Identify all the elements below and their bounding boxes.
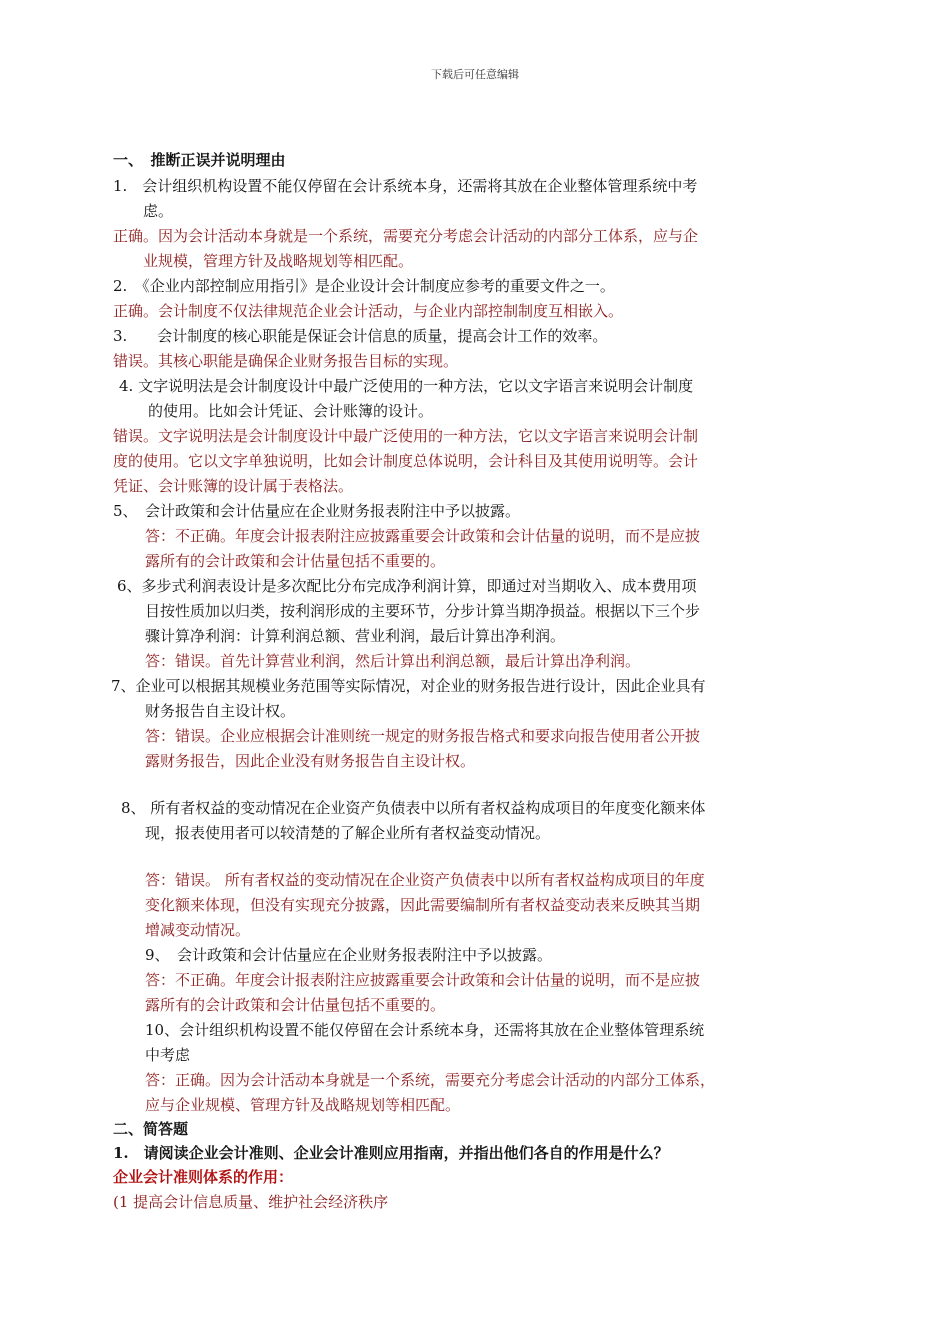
question-1-cont: 虑。 xyxy=(143,202,174,220)
question-10-cont: 中考虑 xyxy=(145,1046,191,1064)
question-6: 6、多步式利润表设计是多次配比分布完成净利润计算，即通过对当期收入、成本费用项 xyxy=(117,577,697,595)
section-heading-1: 一、 推断正误并说明理由 xyxy=(113,151,286,169)
answer-5-cont: 露所有的会计政策和会计估量包括不重要的。 xyxy=(145,552,446,570)
question-5: 5、 会计政策和会计估量应在企业财务报表附注中予以披露。 xyxy=(113,502,521,520)
answer-1-cont: 业规模，管理方针及战略规划等相匹配。 xyxy=(143,252,414,270)
answer-6: 答：错误。首先计算营业利润，然后计算出利润总额，最后计算出净利润。 xyxy=(145,652,641,670)
answer-7-cont: 露财务报告，因此企业没有财务报告自主设计权。 xyxy=(145,752,476,770)
question-3: 3. 会计制度的核心职能是保证会计信息的质量，提高会计工作的效率。 xyxy=(113,327,608,345)
answer-2: 正确。会计制度不仅法律规范企业会计活动，与企业内部控制制度互相嵌入。 xyxy=(113,302,624,320)
question-1: 1. 会计组织机构设置不能仅停留在会计系统本身，还需将其放在企业整体管理系统中考 xyxy=(113,177,698,195)
question-4-cont: 的使用。比如会计凭证、会计账簿的设计。 xyxy=(148,402,434,420)
question-8-cont: 现，报表使用者可以较清楚的了解企业所有者权益变动情况。 xyxy=(145,824,551,842)
question-4: 4. 文字说明法是会计制度设计中最广泛使用的一种方法，它以文字语言来说明会计制度 xyxy=(119,377,694,395)
answer-7: 答：错误。企业应根据会计准则统一规定的财务报告格式和要求向报告使用者公开披 xyxy=(145,727,701,745)
question-7-cont: 财务报告自主设计权。 xyxy=(145,702,296,720)
answer-5: 答：不正确。年度会计报表附注应披露重要会计政策和会计估量的说明，而不是应披 xyxy=(145,527,701,545)
page-header-note: 下载后可任意编辑 xyxy=(431,68,519,81)
answer-1: 正确。因为会计活动本身就是一个系统，需要充分考虑会计活动的内部分工体系，应与企 xyxy=(113,227,699,245)
answer-10-cont: 应与企业规模、管理方针及战略规划等相匹配。 xyxy=(145,1096,461,1114)
short-question-1: 1. 请阅读企业会计准则、企业会计准则应用指南，并指出他们各自的作用是什么？ xyxy=(113,1144,669,1162)
answer-8-cont-1: 变化额来体现，但没有实现充分披露，因此需要编制所有者权益变动表来反映其当期 xyxy=(145,896,701,914)
answer-3: 错误。其核心职能是确保企业财务报告目标的实现。 xyxy=(113,352,459,370)
section-heading-2: 二、简答题 xyxy=(113,1120,189,1138)
answer-8-cont-2: 增减变动情况。 xyxy=(145,921,251,939)
answer-9: 答：不正确。年度会计报表附注应披露重要会计政策和会计估量的说明，而不是应披 xyxy=(145,971,701,989)
subheading-standards-role: 企业会计准则体系的作用： xyxy=(113,1168,294,1186)
question-6-cont-1: 目按性质加以归类，按利润形成的主要环节，分步计算当期净损益。根据以下三个步 xyxy=(145,602,701,620)
answer-10: 答：正确。因为会计活动本身就是一个系统，需要充分考虑会计活动的内部分工体系， xyxy=(145,1071,716,1089)
question-6-cont-2: 骤计算净利润：计算利润总额、营业利润，最后计算出净利润。 xyxy=(145,627,566,645)
answer-4-cont-1: 度的使用。它以文字单独说明，比如会计制度总体说明，会计科目及其使用说明等。会计 xyxy=(113,452,699,470)
question-8: 8、 所有者权益的变动情况在企业资产负债表中以所有者权益构成项目的年度变化额来体 xyxy=(121,799,706,817)
question-2: 2. 《企业内部控制应用指引》是企业设计会计制度应参考的重要文件之一。 xyxy=(113,277,615,295)
answer-4-cont-2: 凭证、会计账簿的设计属于表格法。 xyxy=(113,477,354,495)
answer-9-cont: 露所有的会计政策和会计估量包括不重要的。 xyxy=(145,996,446,1014)
list-item-1: (1 提高会计信息质量、维护社会经济秩序 xyxy=(113,1193,389,1211)
question-9: 9、 会计政策和会计估量应在企业财务报表附注中予以披露。 xyxy=(145,946,553,964)
question-7: 7、企业可以根据其规模业务范围等实际情况，对企业的财务报告进行设计，因此企业具有 xyxy=(111,677,706,695)
answer-8: 答：错误。 所有者权益的变动情况在企业资产负债表中以所有者权益构成项目的年度 xyxy=(145,871,705,889)
question-10: 10、会计组织机构设置不能仅停留在会计系统本身，还需将其放在企业整体管理系统 xyxy=(145,1021,705,1039)
answer-4: 错误。文字说明法是会计制度设计中最广泛使用的一种方法，它以文字语言来说明会计制 xyxy=(113,427,699,445)
